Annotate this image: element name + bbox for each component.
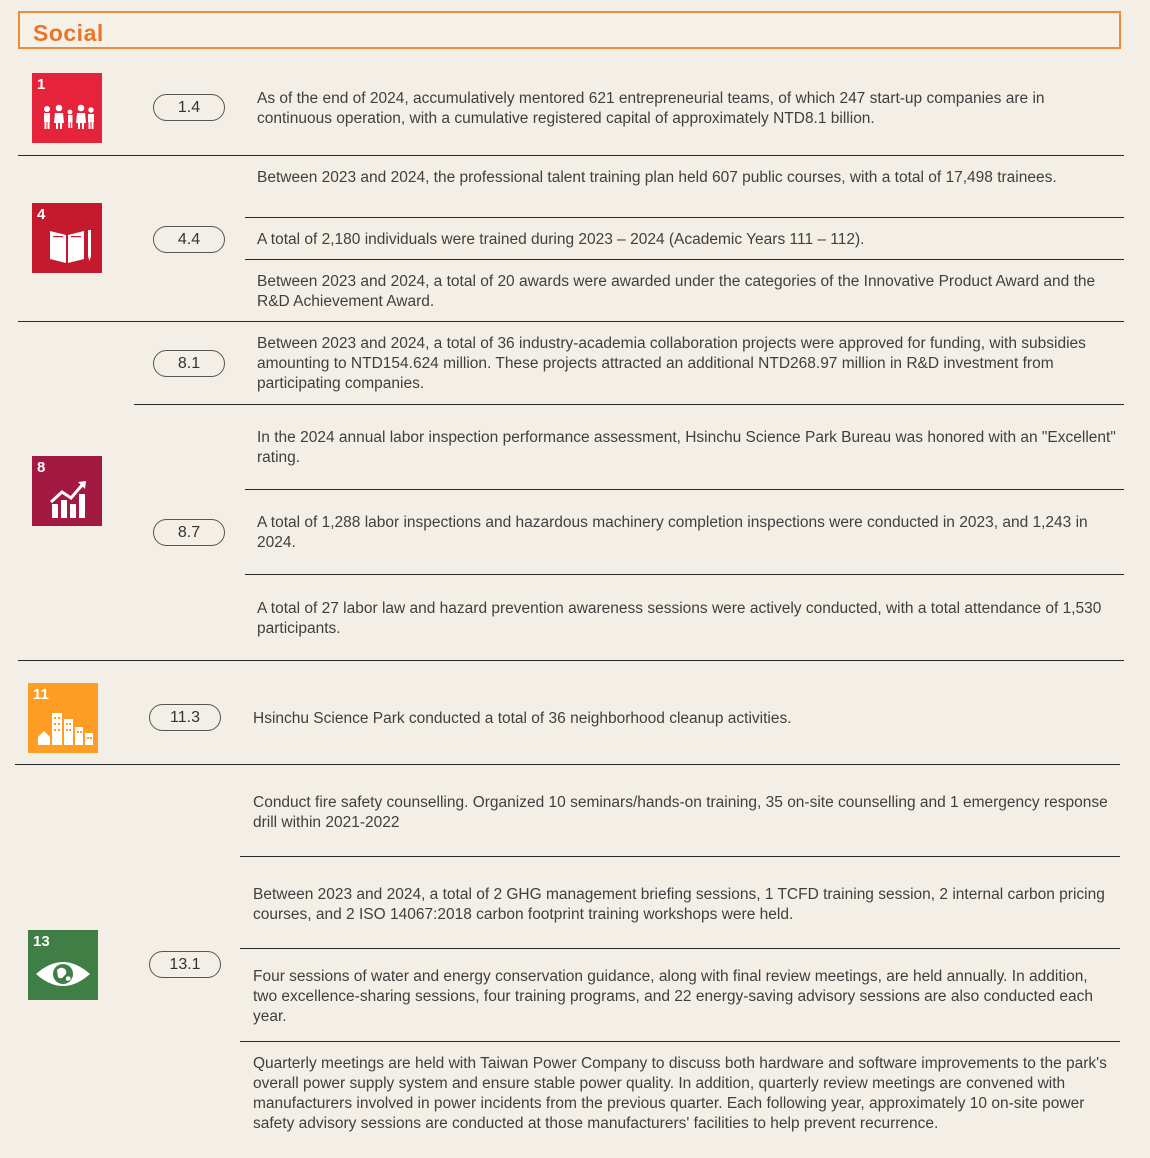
sdg-13-item-1: Conduct fire safety counselling. Organized 10 seminars/hands-on training, 35 on-site counselling and 1 emergency response drill within 2021-2022 (253, 794, 1108, 831)
target-1-4-badge: 1.4 (153, 94, 225, 121)
sdg-13-item-4: Quarterly meetings are held with Taiwan Power Company to discuss both hardware and software improvements to the park's overall power supply system and ensure stable power quality. In addition, quarterly review meetings are convened with manufacturers involved in power incidents from the previous quarter. Each following year, approximately 10 on-site power safety advisory sessions are conducted at those manufacturers' facilities to help prevent recurrence. (253, 1055, 1107, 1132)
divider (240, 948, 1120, 949)
divider (134, 404, 1124, 405)
target-11-3-badge: 11.3 (149, 704, 221, 731)
divider (240, 1041, 1120, 1042)
divider (18, 155, 1124, 156)
target-13-1-badge: 13.1 (149, 951, 221, 978)
sdg-11-tile (28, 683, 98, 753)
divider (15, 764, 1120, 765)
section-title: Social (33, 20, 104, 46)
sdg-8-item-2: In the 2024 annual labor inspection performance assessment, Hsinchu Science Park Bureau was honored with an "Excellent" rating. (257, 429, 1116, 466)
sdg-4-tile (32, 203, 102, 273)
growth-chart-icon (32, 456, 102, 526)
sdg-13-number: 13 (33, 933, 50, 950)
target-8-1-badge: 8.1 (153, 350, 225, 377)
sdg-1-number: 1 (37, 76, 46, 93)
sdg-13-item-3: Four sessions of water and energy conservation guidance, along with final review meetings, are held annually. In addition, two excellence-sharing sessions, four training programs, and 22 energy-saving advisory sessions are also conducted each year. (253, 968, 1094, 1025)
city-icon (28, 683, 98, 753)
book-icon (32, 203, 102, 273)
sdg-8-item-3: A total of 1,288 labor inspections and hazardous machinery completion inspections were conducted in 2023, and 1,243 in 2024. (257, 514, 1088, 551)
sdg-8-item-4: A total of 27 labor law and hazard prevention awareness sessions were actively conducted, with a total attendance of 1,530 participants. (257, 600, 1102, 637)
sdg-13-tile (28, 930, 98, 1000)
divider (240, 856, 1120, 857)
sdg-11-item-1: Hsinchu Science Park conducted a total of 36 neighborhood cleanup activities. (253, 710, 792, 727)
target-4-4-badge: 4.4 (153, 226, 225, 253)
sdg-8-tile (32, 456, 102, 526)
sdg-1-item-1: As of the end of 2024, accumulatively mentored 621 entrepreneurial teams, of which 247 start-up companies are in continuous operation, with a cumulative registered capital of approximately NTD8.1 billion. (257, 90, 1045, 127)
sdg-4-number: 4 (37, 206, 46, 223)
divider (245, 259, 1124, 260)
sdg-4-item-2: A total of 2,180 individuals were trained during 2023 – 2024 (Academic Years 111 – 112). (257, 231, 865, 248)
divider (245, 574, 1124, 575)
sdg-11-number: 11 (33, 686, 49, 703)
divider (245, 217, 1124, 218)
divider (18, 321, 1124, 322)
sdg-4-item-3: Between 2023 and 2024, a total of 20 awards were awarded under the categories of the Innovative Product Award and the R&D Achievement Award. (257, 273, 1096, 310)
divider (245, 489, 1124, 490)
sdg-13-item-2: Between 2023 and 2024, a total of 2 GHG management briefing sessions, 1 TCFD training session, 2 internal carbon pricing courses, and 2 ISO 14067:2018 carbon footprint training workshops were held. (253, 886, 1105, 923)
sdg-8-number: 8 (37, 459, 46, 476)
sdg-4-item-1: Between 2023 and 2024, the professional talent training plan held 607 public courses, with a total of 17,498 trainees. (257, 169, 1057, 186)
section-header (18, 11, 1121, 49)
sdg-1-tile (32, 73, 102, 143)
target-8-7-badge: 8.7 (153, 519, 225, 546)
family-icon (32, 73, 102, 143)
earth-eye-icon (28, 930, 98, 1000)
sdg-8-item-1: Between 2023 and 2024, a total of 36 industry-academia collaboration projects were approved for funding, with subsidies amounting to NTD154.624 million. These projects attracted an additional NTD268.97 million in R&D investment from participating companies. (257, 335, 1086, 392)
divider (18, 660, 1124, 661)
